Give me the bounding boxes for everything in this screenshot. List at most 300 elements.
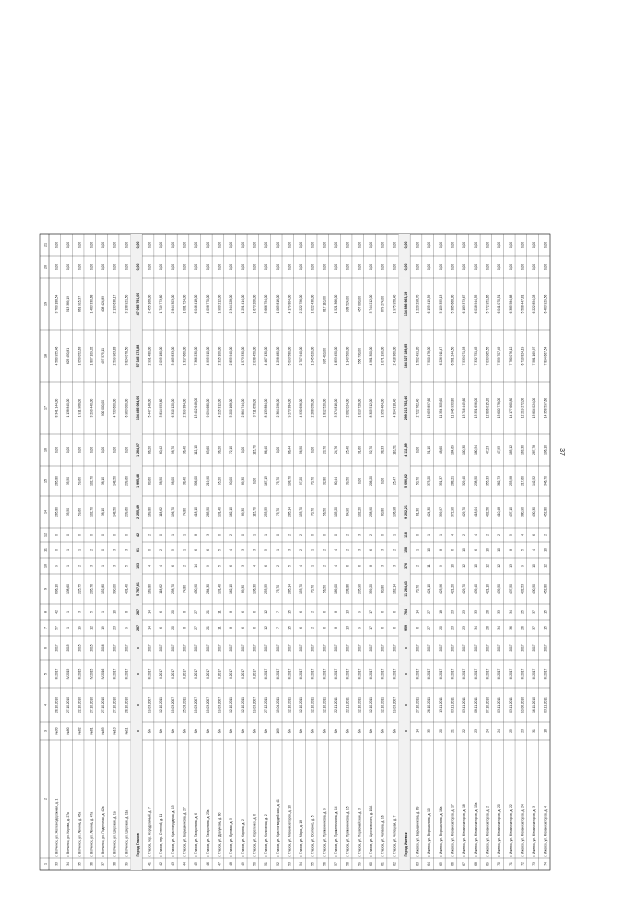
table-cell-t: 6 018 944,55 xyxy=(473,294,478,314)
table-cell-p: 11 354 305,60 xyxy=(438,397,443,419)
table-cell-date: 19.04.2011 xyxy=(275,697,280,713)
table-cell-i: 4 xyxy=(520,534,525,536)
table-cell-v: 0,00 xyxy=(170,241,175,249)
table-cell-s: 1 xyxy=(66,627,71,629)
table-cell-n: 34 xyxy=(66,862,71,866)
table-cell-area: 205,76 xyxy=(89,584,94,594)
table-cell-u: 0,00 xyxy=(532,263,537,271)
table-cell-v: 0,00 xyxy=(427,241,432,249)
table-cell-v: 0,00 xyxy=(380,241,385,249)
header-number: 5 xyxy=(43,673,48,675)
table-cell-r: 1 050 052,63 xyxy=(77,346,82,366)
table-cell-date: 28.10.2010 xyxy=(124,697,129,713)
table-cell-addr: г. Ижевск, ул. Механизаторов, д. 20 xyxy=(497,804,502,857)
table-cell-v: 0,00 xyxy=(508,241,513,249)
table-cell-doc: 18 xyxy=(543,729,548,733)
table-cell-date: х xyxy=(403,704,408,706)
table-cell-yr: 2017 xyxy=(462,644,467,652)
table-cell-p: 1 812 520,00 xyxy=(322,398,327,418)
table-cell-r: 625 450,81 xyxy=(66,348,71,364)
table-cell-s: 6 xyxy=(380,627,385,629)
table-cell-f: 376 xyxy=(403,563,408,569)
table-cell-s: 23 xyxy=(112,626,117,630)
table-cell-r: 4 467 130,00 xyxy=(264,346,269,366)
table-cell-f: 4 xyxy=(159,565,164,567)
table-cell-o: 0,00 xyxy=(77,446,82,454)
table-cell-n: 74 xyxy=(543,862,548,866)
table-cell-n: 45 xyxy=(194,862,199,866)
table-cell-q: II.2017 xyxy=(229,669,234,679)
table-cell-i: 0 xyxy=(275,534,280,536)
table-cell-l: 38,10 xyxy=(100,508,105,516)
table-cell-r: 3 465 833,00 xyxy=(170,346,175,366)
table-cell-q: III.2017 xyxy=(147,668,152,680)
table-cell-u: 0,00 xyxy=(450,263,455,271)
table-cell-i: 5 xyxy=(508,534,513,536)
table-cell-r: 1 807 109,32 xyxy=(89,346,94,366)
table-cell-f: 6 xyxy=(229,565,234,567)
table-cell-i: 2 xyxy=(543,534,548,536)
table-cell-f: 3 xyxy=(89,565,94,567)
table-cell-l: 35,50 xyxy=(66,508,71,516)
table-cell-l: 162,10 xyxy=(229,507,234,517)
table-cell-doc: 20 xyxy=(438,729,443,733)
table-cell-yr: 2017 xyxy=(427,644,432,652)
table-cell-l: 372,90 xyxy=(450,507,455,517)
table-cell-s: 20 xyxy=(170,626,175,630)
table-cell-p: 13 716 445,60 xyxy=(462,397,467,419)
table-cell-g: 6 xyxy=(450,549,455,551)
table-cell-m: 288,21 xyxy=(450,476,455,486)
table-cell-g: 6 xyxy=(368,549,373,551)
table-cell-m: 238,50 xyxy=(473,476,478,486)
table-cell-n: 66 xyxy=(450,862,455,866)
table-cell-t: 3 138 921,50 xyxy=(124,294,129,314)
table-cell-v: 0,00 xyxy=(89,241,94,249)
table-cell-o: 60,42 xyxy=(159,446,164,454)
table-cell-yr: 2017 xyxy=(532,644,537,652)
table-cell-g: 1 xyxy=(66,549,71,551)
table-cell-t: 938 524,00 xyxy=(345,296,350,312)
table-cell-g: 3 xyxy=(112,549,117,551)
table-cell-i: 0 xyxy=(54,534,59,536)
table-cell-g: 5 xyxy=(170,549,175,551)
table-cell-h: 18 xyxy=(438,610,443,614)
table-cell-u: 0,00 xyxy=(438,263,443,271)
table-cell-f: 4 xyxy=(299,565,304,567)
table-cell-o: 24,76 xyxy=(334,446,339,454)
table-cell-f: 14 xyxy=(194,564,199,568)
table-cell-n: 69 xyxy=(485,862,490,866)
table-cell-o: 106,10 xyxy=(543,445,548,455)
table-cell-q: II.2017 xyxy=(252,669,257,679)
table-cell-g: 1 xyxy=(275,549,280,551)
table-cell-p: 104 465 064,00 xyxy=(135,395,140,421)
table-cell-f: 10 xyxy=(473,564,478,568)
table-cell-m: 5 090,62 xyxy=(403,474,408,488)
table-cell-f: 11 xyxy=(427,564,432,568)
table-cell-yr: 2017 xyxy=(415,644,420,652)
table-cell-n: 35 xyxy=(77,862,82,866)
table-cell-v: 0,00 xyxy=(147,241,152,249)
table-cell-n: 53 xyxy=(287,862,292,866)
table-cell-l: 399,97 xyxy=(438,507,443,517)
table-cell-u: 0,00 xyxy=(462,263,467,271)
table-cell-h: 12 xyxy=(264,610,269,614)
table-cell-f: 10 xyxy=(532,564,537,568)
table-cell-t: 2 344 228,00 xyxy=(229,294,234,314)
table-cell-l: 115,70 xyxy=(252,507,257,517)
table-cell-s: 9 xyxy=(357,627,362,629)
table-cell-q: III.2017 xyxy=(322,668,327,680)
page-number: 37 xyxy=(558,448,565,456)
table-cell-h: 14 xyxy=(415,610,420,614)
table-cell-n: 62 xyxy=(392,862,397,866)
table-cell-n: 37 xyxy=(100,862,105,866)
table-cell-i: 4 xyxy=(473,534,478,536)
table-cell-l: 136,98 xyxy=(392,507,397,517)
table-cell-s: 15 xyxy=(287,626,292,630)
table-cell-u: 0,00 xyxy=(299,263,304,271)
table-cell-i: 1 xyxy=(170,534,175,536)
table-cell-i: 3 xyxy=(205,534,210,536)
table-cell-addr: г. Вотчинск, ул. Железнодорожная, д. 1 xyxy=(54,798,59,857)
table-cell-area: 152,80 xyxy=(100,584,105,594)
table-cell-f: 1 xyxy=(66,565,71,567)
table-cell-s: 959 xyxy=(403,625,408,631)
table-cell-n: 65 xyxy=(438,862,443,866)
table-cell-i: 1 xyxy=(182,534,187,536)
table-cell-p: 2 864 744,00 xyxy=(240,398,245,418)
table-cell-q: III.2017 xyxy=(345,668,350,680)
table-cell-f: 5 xyxy=(217,565,222,567)
table-cell-u: 0,00 xyxy=(205,263,210,271)
table-cell-o: 0,00 xyxy=(310,446,315,454)
table-cell-g: 4 xyxy=(229,549,234,551)
table-cell-g: 2 xyxy=(392,549,397,551)
table-cell-p: 11 946 933,80 xyxy=(450,397,455,419)
table-cell-doc: б/н xyxy=(310,728,315,734)
table-cell-addr: г. Ижевск, ул. Механизаторов, д. 18 xyxy=(462,804,467,857)
table-cell-t: 1 975 958,40 xyxy=(392,294,397,314)
table-cell-area: 359,20 xyxy=(368,584,373,594)
table-cell-o: 56,50 xyxy=(299,446,304,454)
table-cell-v: 0,00 xyxy=(322,241,327,249)
table-cell-s: 287 xyxy=(135,625,140,631)
table-cell-g: 3 xyxy=(287,549,292,551)
table-cell-o: 47,95 xyxy=(497,446,502,454)
table-cell-yr: 2015 xyxy=(77,644,82,652)
table-cell-date: 10.06.2010 xyxy=(520,697,525,713)
table-cell-p: 3 814 953,60 xyxy=(159,398,164,418)
table-cell-s: 27 xyxy=(194,626,199,630)
table-cell-o: 183,12 xyxy=(508,445,513,455)
table-cell-v: 0,00 xyxy=(450,241,455,249)
table-cell-u: 0,00 xyxy=(194,263,199,271)
table-cell-date: 27.10.2010 xyxy=(100,697,105,713)
table-cell-s: 11 xyxy=(217,626,222,630)
table-cell-i: 0 xyxy=(112,534,117,536)
table-cell-m: 362,73 xyxy=(497,476,502,486)
table-cell-s: 34 xyxy=(497,626,502,630)
table-cell-q: III.2017 xyxy=(112,668,117,680)
table-cell-u: 0,00 xyxy=(77,263,82,271)
table-cell-g: 6 xyxy=(205,549,210,551)
table-cell-area: 253,55 xyxy=(264,584,269,594)
header-number: 6 xyxy=(43,647,48,649)
table-cell-date: 19.03.2007 xyxy=(205,697,210,713)
table-cell-p: 4 733 600,00 xyxy=(112,398,117,418)
table-cell-g: 5 xyxy=(520,549,525,551)
table-cell-addr: г. Глазов, ул. Чепецкая, д. 7 xyxy=(392,815,397,857)
table-cell-n: 46 xyxy=(205,862,210,866)
table-cell-h: 27 xyxy=(427,610,432,614)
table-cell-area: 70,70 xyxy=(415,585,420,593)
table-cell-o: 63,60 xyxy=(205,446,210,454)
table-cell-doc: б/н xyxy=(194,728,199,734)
table-cell-n: 51 xyxy=(264,862,269,866)
table-cell-h: 764 xyxy=(403,609,408,615)
table-cell-n: 64 xyxy=(427,862,432,866)
table-cell-l: 429,70 xyxy=(462,507,467,517)
table-cell-g: 2 xyxy=(345,549,350,551)
table-cell-yr: 2017 xyxy=(473,644,478,652)
table-cell-l: 118,62 xyxy=(159,507,164,517)
table-cell-t: 1 483 330,68 xyxy=(89,294,94,314)
table-cell-u: 0,00 xyxy=(147,263,152,271)
table-cell-addr: г. Вотчинск, ул. Широкая, д. 11а xyxy=(124,809,129,857)
table-cell-s: 21 xyxy=(205,626,210,630)
table-cell-o: 0,00 xyxy=(66,446,71,454)
table-cell-v: 0,00 xyxy=(532,241,537,249)
table-cell-v: 0,00 xyxy=(77,241,82,249)
table-cell-p: 1 911 968,00 xyxy=(77,398,82,418)
table-cell-t: 1 081 724,00 xyxy=(182,294,187,314)
table-cell-f: 9 xyxy=(205,565,210,567)
table-cell-h: 6 xyxy=(322,611,327,613)
table-cell-p: 13 600 778,00 xyxy=(497,397,502,419)
table-cell-h: 33 xyxy=(473,610,478,614)
table-cell-g: 5 xyxy=(217,549,222,551)
table-cell-l: 196,70 xyxy=(170,507,175,517)
table-cell-r: 556 730,00 xyxy=(357,348,362,364)
table-cell-v: 0,00 xyxy=(368,241,373,249)
header-number: 10 xyxy=(43,564,48,568)
table-cell-date: 16.11.2010 xyxy=(532,697,537,713)
table-cell-f: 6 xyxy=(264,565,269,567)
header-number: 20 xyxy=(43,265,48,269)
table-cell-addr: г. Глазов, ул. Луговая, д. 5 xyxy=(229,818,234,857)
table-cell-yr: 2017 xyxy=(124,644,129,652)
table-cell-p: 2 082 024,00 xyxy=(345,398,350,418)
table-cell-f: 6 xyxy=(170,565,175,567)
table-cell-u: 0,00 xyxy=(485,263,490,271)
table-cell-yr: 2017 xyxy=(334,644,339,652)
table-cell-p: 1 950 464,00 xyxy=(380,398,385,418)
table-cell-date: 28.10.2010 xyxy=(54,697,59,713)
table-cell-v: 0,00 xyxy=(299,241,304,249)
table-cell-f: 12 xyxy=(497,564,502,568)
table-cell-doc: б/н xyxy=(334,728,339,734)
table-cell-t: 879 274,00 xyxy=(380,296,385,312)
table-cell-doc: б/н xyxy=(170,728,175,734)
table-cell-r: 5 093 580,00 xyxy=(287,346,292,366)
table-cell-q: II.2017 xyxy=(240,669,245,679)
table-cell-f: 12 xyxy=(543,564,548,568)
table-cell-g: 3 xyxy=(357,549,362,551)
table-cell-q: III.2017 xyxy=(532,668,537,680)
header-number: 9 xyxy=(43,588,48,590)
table-cell-m: 373,20 xyxy=(427,476,432,486)
table-cell-v: 0,00 xyxy=(135,241,140,249)
table-cell-p: 1 138 840,00 xyxy=(66,398,71,418)
table-cell-l: 418,04 xyxy=(473,507,478,517)
table-cell-i: 2 xyxy=(287,534,292,536)
table-cell-m: 239,60 xyxy=(124,476,129,486)
table-cell-h: 11 xyxy=(217,610,222,614)
table-cell-v: 0,00 xyxy=(252,241,257,249)
table-cell-v: 0,00 xyxy=(182,241,187,249)
table-cell-h: 27 xyxy=(194,610,199,614)
table-cell-l: 169,80 xyxy=(147,507,152,517)
table-cell-n: 50 xyxy=(252,862,257,866)
table-cell-o: 25,40 xyxy=(345,446,350,454)
table-cell-n: 48 xyxy=(229,862,234,866)
table-cell-q: IV.2015 xyxy=(89,668,94,680)
table-cell-q: III.2017 xyxy=(462,668,467,680)
table-cell-date: 08.11.2011 xyxy=(473,697,478,713)
table-cell-f: 6 xyxy=(357,565,362,567)
table-cell-s: 6 xyxy=(159,627,164,629)
table-cell-n: 57 xyxy=(334,862,339,866)
table-cell-t: 1 065 816,00 xyxy=(275,294,280,314)
table-cell-f: 10 xyxy=(450,564,455,568)
table-cell-m: 198,70 xyxy=(287,476,292,486)
table-cell-u: 0,00 xyxy=(415,263,420,271)
table-cell-r: 2 095 180,00 xyxy=(159,346,164,366)
table-cell-h: 14 xyxy=(147,610,152,614)
table-cell-date: 27.10.2011 xyxy=(415,697,420,713)
table-cell-v: 0,00 xyxy=(264,241,269,249)
table-cell-addr: г. Глазов, ул. Колхозная, д. 2 xyxy=(264,814,269,857)
table-cell-q: III.2017 xyxy=(392,668,397,680)
table-cell-m: 1 995,48 xyxy=(135,474,140,488)
table-cell-addr: г. Ижевск, ул. Барышникова, д. 89 xyxy=(415,806,420,857)
table-cell-o: 0,00 xyxy=(275,446,280,454)
table-cell-area: 432,53 xyxy=(520,584,525,594)
table-cell-addr: г. Ижевск, ул. Механизаторов, д. 3 xyxy=(532,806,537,857)
table-cell-q: II.2017 xyxy=(217,669,222,679)
table-cell-doc: б/н xyxy=(299,728,304,734)
table-cell-t: 6 385 584,68 xyxy=(508,294,513,314)
table-cell-n: 41 xyxy=(147,862,152,866)
table-cell-s: 7 xyxy=(275,627,280,629)
table-cell-r: 7 533 071,93 xyxy=(462,346,467,366)
table-cell-date: 12.10.2011 xyxy=(322,697,327,713)
table-cell-r: 6 561 244,50 xyxy=(450,346,455,366)
table-cell-m: 39,50 xyxy=(345,477,350,485)
table-cell-yr: 2017 xyxy=(264,644,269,652)
table-cell-g: 10 xyxy=(497,548,502,552)
table-cell-v: 0,00 xyxy=(229,241,234,249)
table-cell-n: 38 xyxy=(112,862,117,866)
table-cell-date: 12.10.2011 xyxy=(310,697,315,713)
table-cell-addr: Город Ижевск xyxy=(403,832,408,857)
table-cell-addr: г. Вотчинск, ул. Ленина, д. 45а xyxy=(77,811,82,857)
table-cell-n: 42 xyxy=(159,862,164,866)
table-cell-s: 6 xyxy=(252,627,257,629)
table-cell-m: 58,50 xyxy=(159,477,164,485)
table-cell-doc: б/н xyxy=(147,728,152,734)
table-cell-doc: б/н xyxy=(240,728,245,734)
table-cell-o: 23,70 xyxy=(322,446,327,454)
table-cell-m: 32,80 xyxy=(322,477,327,485)
table-cell-o: 98,70 xyxy=(170,446,175,454)
table-cell-r: 7 559 707,49 xyxy=(497,346,502,366)
header-number: 12 xyxy=(43,533,48,537)
table-cell-g: 3 xyxy=(124,549,129,551)
table-cell-l: 56,50 xyxy=(322,508,327,516)
table-cell-n: 43 xyxy=(170,862,175,866)
table-cell-h: 6 xyxy=(299,611,304,613)
table-cell-u: 0,00 xyxy=(380,263,385,271)
table-cell-r: 164 327 189,85 xyxy=(403,343,408,369)
table-cell-yr: 2017 xyxy=(310,644,315,652)
table-cell-p: 2 268 056,00 xyxy=(310,398,315,418)
table-cell-i: 0 xyxy=(159,534,164,536)
table-cell-o: 36,40 xyxy=(182,446,187,454)
table-cell-addr: г. Ижевск, ул. Механизаторов, д. 24 xyxy=(520,804,525,857)
table-cell-h: 33 xyxy=(497,610,502,614)
table-cell-m: 38,10 xyxy=(100,477,105,485)
table-cell-yr: 2017 xyxy=(205,644,210,652)
table-cell-m: 80,44 xyxy=(334,477,339,485)
table-cell-l: 285,14 xyxy=(287,507,292,517)
table-cell-v: 0,00 xyxy=(54,241,59,249)
table-cell-p: 14 177 660,80 xyxy=(508,397,513,419)
table-cell-u: 0,00 xyxy=(182,263,187,271)
table-cell-o: 72,10 xyxy=(229,446,234,454)
table-cell-q: х xyxy=(135,673,140,675)
table-cell-t: 2 222 756,00 xyxy=(299,294,304,314)
table-cell-h: 6 xyxy=(252,611,257,613)
table-cell-s: 34 xyxy=(473,626,478,630)
table-cell-r: 1 573 330,00 xyxy=(240,346,245,366)
table-cell-addr: г. Вотчинск, ул. Ленина, д. 47а xyxy=(89,811,94,857)
table-cell-p: 8 341 144,00 xyxy=(54,398,59,418)
table-cell-p: 13 655 897,60 xyxy=(427,397,432,419)
table-cell-yr: 2017 xyxy=(240,644,245,652)
table-cell-s: 26 xyxy=(520,626,525,630)
table-cell-f: 12 xyxy=(485,564,490,568)
table-cell-s: 28 xyxy=(485,626,490,630)
table-cell-doc: б/н xyxy=(205,728,210,734)
header-number: 15 xyxy=(43,479,48,483)
table-cell-h: 7 xyxy=(275,611,280,613)
table-cell-s: 20 xyxy=(438,626,443,630)
table-cell-o: 86,40 xyxy=(264,446,269,454)
table-cell-v: 0,00 xyxy=(403,241,408,249)
table-cell-m: 346,70 xyxy=(543,476,548,486)
table-cell-i: 2 xyxy=(345,534,350,536)
table-cell-area: 606,10 xyxy=(54,584,59,594)
table-cell-i: 2 xyxy=(229,534,234,536)
table-cell-v: 0,00 xyxy=(240,241,245,249)
table-cell-m: 95,20 xyxy=(217,477,222,485)
table-cell-m: 35,50 xyxy=(66,477,71,485)
table-cell-h: 8 xyxy=(229,611,234,613)
table-cell-yr: 2017 xyxy=(485,644,490,652)
